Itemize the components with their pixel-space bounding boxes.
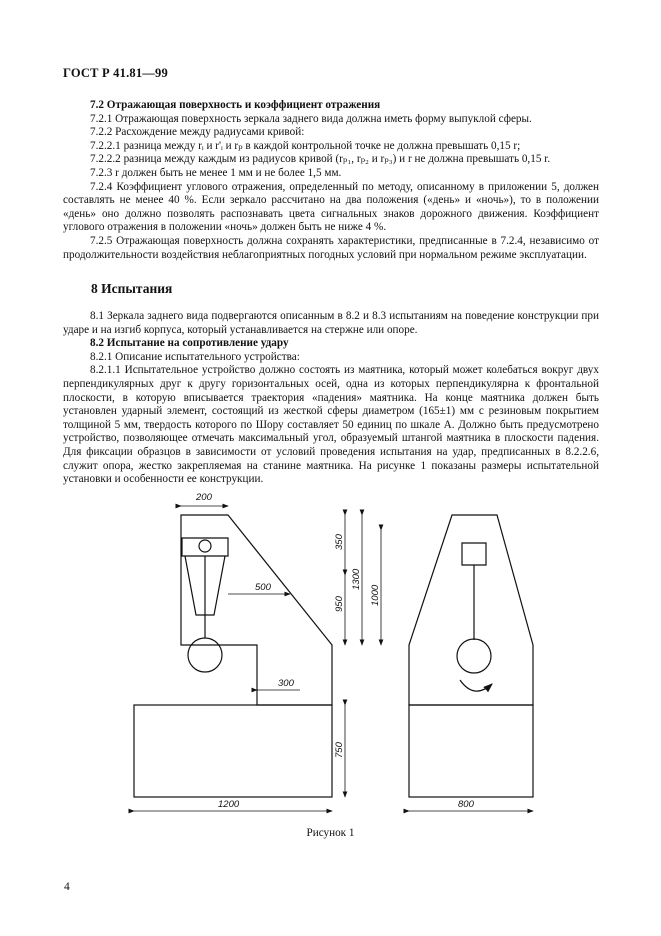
- paragraph: 7.2.4 Коэффициент углового отражения, определенный по методу, описанному в приложении 5, должен составлять не менее 40 %. Если зеркало рассчитано на два положения («день» и «ночь»), то в положении «день» оно должно позволять распознавать цвета сигнальных знаков дорожного движения. Коэффициент углового отражения в положении «ночь» должен быть не ниже 4 %.: [63, 180, 599, 234]
- paragraph: 7.2.1 Отражающая поверхность зеркала заднего вида должна иметь форму выпуклой сферы.: [90, 112, 532, 125]
- subsection-heading: 8.2 Испытание на сопротивление удару: [90, 337, 289, 350]
- left-base-block: [134, 705, 332, 797]
- dim-label: 300: [278, 678, 294, 689]
- dim-label: 1000: [370, 584, 381, 606]
- right-impact-sphere: [457, 639, 491, 673]
- paragraph: 8.1 Зеркала заднего вида подвергаются описанным в 8.2 и 8.3 испытаниям на поведение конструкции при ударе и на изгиб корпуса, который устанавливается на стержне или опоре.: [63, 310, 599, 336]
- left-impact-sphere: [188, 638, 222, 672]
- right-pivot-yoke: [462, 543, 486, 565]
- left-pivot-arm: [182, 538, 228, 556]
- left-pivot-bearing: [199, 540, 211, 552]
- dim-label: 350: [334, 534, 345, 550]
- left-apparatus: [134, 515, 332, 797]
- right-base-block: [409, 705, 533, 797]
- paragraph: 8.2.1.1 Испытательное устройство должно состоять из маятника, который может колебаться вокруг двух перпендикулярных друг к другу горизонтальных осей, одна из которых перпендикулярна к фронтальной плоскости, в которую вписывается траектория «падения» маятника. На конце маятника должен быть установлен ударный элемент, состоящий из жесткой сферы диаметром (165±1) мм с резиновым покрытием толщиной 5 мм, твердость которого по Шору составляет 50 единиц по шкале А. Должно быть предусмотрено устройство, позволяющее отмечать максимальный угол, образуемый штангой маятника в плоскости падения. Для фиксации образцов в зависимости от условий проведения испытания на удар, предписанных в 8.2.2.6, служит опора, жестко закрепляемая на станине маятника. На рисунке 1 показаны размеры испытательной установки и особенности ее конструкции.: [63, 364, 599, 486]
- figure-caption: Рисунок 1: [306, 827, 355, 839]
- dim-label: 1200: [218, 799, 240, 810]
- dim-label: 750: [334, 742, 345, 758]
- page-number: 4: [64, 881, 70, 893]
- dim-label: 500: [255, 582, 271, 593]
- right-apparatus: [409, 515, 533, 797]
- paragraph: 7.2.2.1 разница между rᵢ и r'ᵢ и rₚ в каждой контрольной точке не должна превышать 0,15 r;: [90, 139, 521, 152]
- section-heading: 7.2 Отражающая поверхность и коэффициент отражения: [90, 99, 381, 111]
- dimension-lines: [134, 506, 533, 811]
- dim-label: 950: [334, 596, 345, 612]
- dim-label: 1300: [351, 568, 362, 590]
- dim-label: 800: [458, 799, 474, 810]
- swing-arrow-icon: [460, 680, 492, 691]
- paragraph: 8.2.1 Описание испытательного устройства:: [90, 350, 300, 363]
- document-header: ГОСТ Р 41.81—99: [63, 66, 168, 80]
- section-title: 8 Испытания: [91, 281, 173, 296]
- paragraph: 7.2.2 Расхождение между радиусами кривой:: [90, 126, 305, 139]
- paragraph: 7.2.2.2 разница между каждым из радиусов кривой (rₚ₁, rₚ₂ и rₚ₃) и r не должна превышать 0,15 r.: [90, 153, 551, 166]
- left-stand-frame: [181, 515, 332, 705]
- paragraph: 7.2.3 r должен быть не менее 1 мм и не более 1,5 мм.: [90, 166, 342, 179]
- paragraph: 7.2.5 Отражающая поверхность должна сохранять характеристики, предписанные в 7.2.4, независимо от продолжительности воздействия неблагоприятных погодных условий при нормальном режиме эксплуатации.: [63, 234, 599, 261]
- dim-label: 200: [196, 492, 212, 503]
